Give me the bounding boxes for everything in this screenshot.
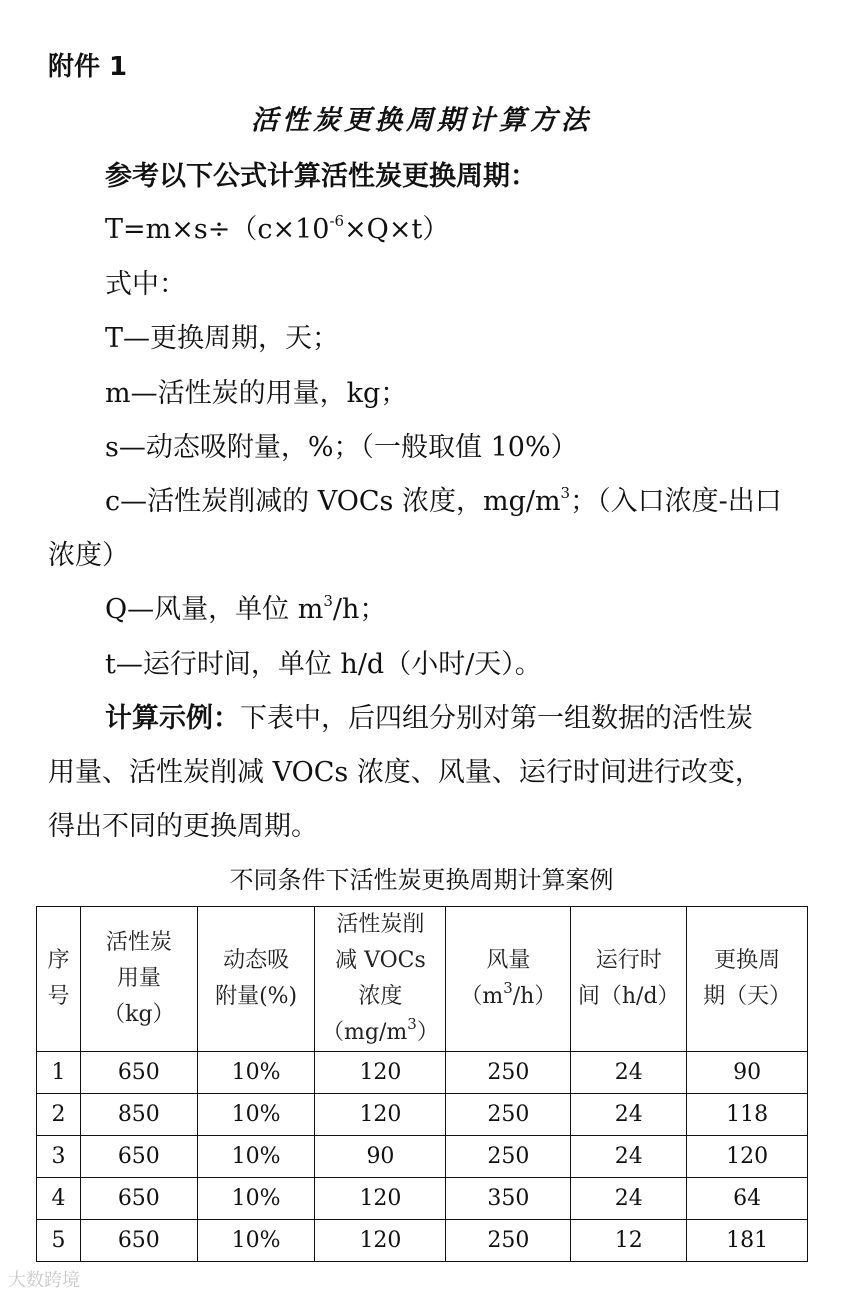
cell-period: 64 xyxy=(687,1178,808,1220)
cell-conc: 90 xyxy=(315,1136,446,1178)
header-carbon-amount: 活性炭 用量 （kg） xyxy=(80,907,197,1052)
def-c-part-a: c—活性炭削减的 VOCs 浓度，mg/m xyxy=(105,486,561,517)
cell-air: 250 xyxy=(446,1094,571,1136)
cell-adsorb: 10% xyxy=(197,1178,315,1220)
intro-text: 参考以下公式计算活性炭更换周期： xyxy=(105,161,537,192)
header-adsorption: 动态吸 附量(%) xyxy=(197,907,315,1052)
def-Q xyxy=(105,593,386,627)
cell-time: 24 xyxy=(571,1136,687,1178)
formula-part-a: T=m×s÷（c×10 xyxy=(105,214,330,245)
formula-part-b: ×Q×t） xyxy=(344,214,450,245)
cell-period: 120 xyxy=(687,1136,808,1178)
example-line-1 xyxy=(105,702,753,736)
calculation-table xyxy=(36,906,808,1262)
header-run-time: 运行时 间（h/d） xyxy=(571,907,687,1052)
watermark: 大数跨境 xyxy=(8,1270,80,1291)
example-text-1: 下表中，后四组分别对第一组数据的活性炭 xyxy=(240,703,753,734)
cell-seq: 3 xyxy=(37,1136,81,1178)
cell-carbon: 650 xyxy=(80,1136,197,1178)
document-title: 活性炭更换周期计算方法 xyxy=(251,105,592,136)
cell-air: 350 xyxy=(446,1178,571,1220)
def-Q-part-b: /h； xyxy=(332,594,387,625)
cell-seq: 4 xyxy=(37,1178,81,1220)
def-c-part-b: ；（入口浓度-出口 xyxy=(570,486,782,517)
def-m: m—活性炭的用量，kg； xyxy=(105,378,408,409)
cell-conc: 120 xyxy=(315,1220,446,1262)
header-seq: 序 号 xyxy=(37,907,81,1052)
def-t: t—运行时间，单位 h/d（小时/天）。 xyxy=(105,649,542,680)
table-row xyxy=(37,1052,808,1094)
example-line-3: 得出不同的更换周期。 xyxy=(48,811,318,842)
header-voc-concentration: 活性炭削 减 VOCs 浓度 $(mg/m^3)$ xyxy=(315,907,446,1052)
example-line-2: 用量、活性炭削减 VOCs 浓度、风量、运行时间进行改变， xyxy=(48,757,762,788)
table-row xyxy=(37,1136,808,1178)
def-c xyxy=(105,485,782,519)
table-row xyxy=(37,1178,808,1220)
cell-adsorb: 10% xyxy=(197,1094,315,1136)
cell-period: 90 xyxy=(687,1052,808,1094)
formula xyxy=(105,213,449,247)
cell-adsorb: 10% xyxy=(197,1220,315,1262)
def-c-continued: 浓度） xyxy=(48,540,129,571)
def-c-exponent: 3 xyxy=(560,484,571,502)
cell-seq: 5 xyxy=(37,1220,81,1262)
header-airflow: 风量 $(m^3/h)$ xyxy=(446,907,571,1052)
table-caption: 不同条件下活性炭更换周期计算案例 xyxy=(229,866,614,894)
cell-time: 12 xyxy=(571,1220,687,1262)
cell-period: 181 xyxy=(687,1220,808,1262)
cell-carbon: 850 xyxy=(80,1094,197,1136)
example-label: 计算示例： xyxy=(105,703,240,734)
cell-adsorb: 10% xyxy=(197,1052,315,1094)
def-Q-part-a: Q—风量，单位 m xyxy=(105,594,324,625)
formula-exponent: -6 xyxy=(329,212,345,230)
cell-adsorb: 10% xyxy=(197,1136,315,1178)
def-s: s—动态吸附量，%；（一般取值 10%） xyxy=(105,432,578,463)
cell-conc: 120 xyxy=(315,1178,446,1220)
cell-seq: 2 xyxy=(37,1094,81,1136)
cell-carbon: 650 xyxy=(80,1052,197,1094)
cell-time: 24 xyxy=(571,1178,687,1220)
def-T: T—更换周期，天； xyxy=(105,323,340,354)
where-label: 式中： xyxy=(105,269,186,300)
cell-period: 118 xyxy=(687,1094,808,1136)
table-row xyxy=(37,1094,808,1136)
cell-carbon: 650 xyxy=(80,1220,197,1262)
header-period: 更换周 期（天） xyxy=(687,907,808,1052)
table-header-row xyxy=(37,907,808,1052)
cell-time: 24 xyxy=(571,1052,687,1094)
attachment-label: 附件 1 xyxy=(48,52,128,82)
cell-air: 250 xyxy=(446,1220,571,1262)
cell-time: 24 xyxy=(571,1094,687,1136)
cell-air: 250 xyxy=(446,1136,571,1178)
table-row xyxy=(37,1220,808,1262)
cell-conc: 120 xyxy=(315,1094,446,1136)
cell-carbon: 650 xyxy=(80,1178,197,1220)
cell-conc: 120 xyxy=(315,1052,446,1094)
def-Q-exponent: 3 xyxy=(323,592,333,610)
cell-seq: 1 xyxy=(37,1052,81,1094)
cell-air: 250 xyxy=(446,1052,571,1094)
